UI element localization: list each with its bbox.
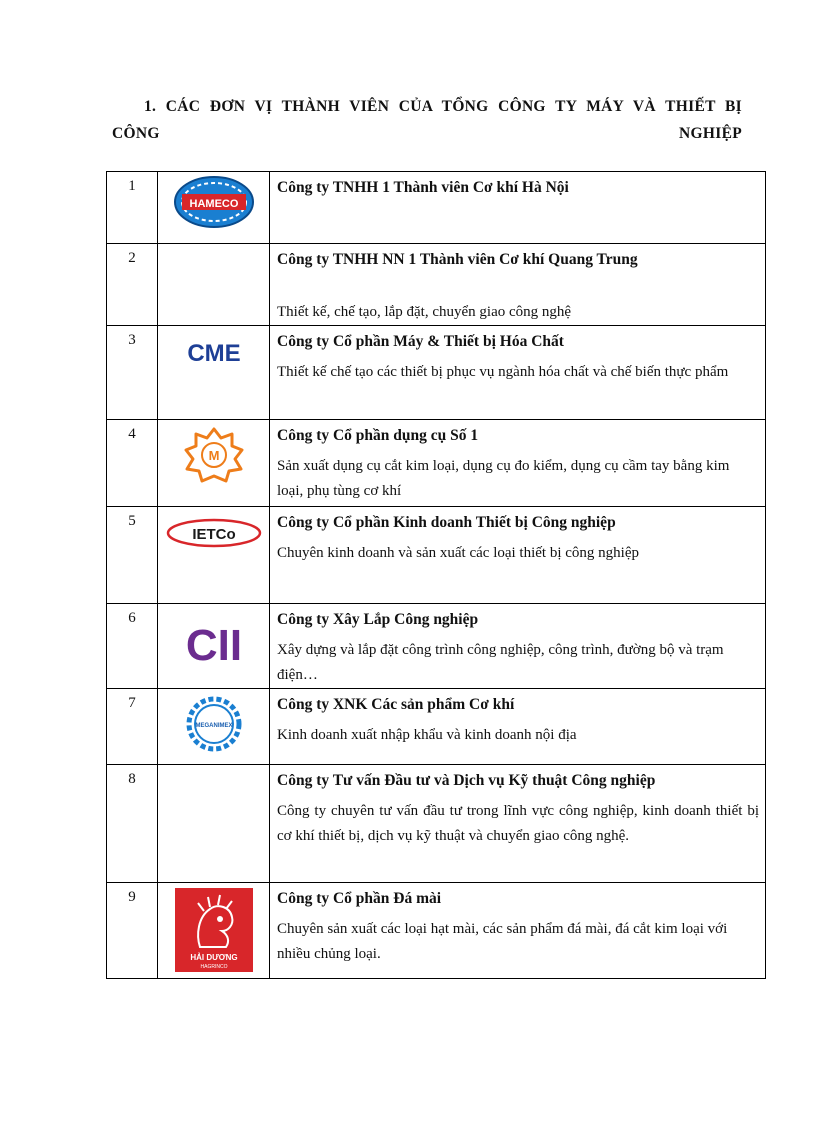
cii-logo <box>158 604 269 680</box>
hai-duong-logo-text: HẢI DƯƠNG <box>189 953 238 962</box>
company-name: Công ty Xây Lắp Công nghiệp <box>277 611 479 628</box>
table-row <box>107 244 766 326</box>
heading-line-2 <box>112 125 742 143</box>
unit-info <box>270 507 766 604</box>
hai-duong-lion-logo <box>158 883 269 977</box>
row-number: 8 <box>107 765 158 883</box>
company-description: Sản xuất dụng cụ cắt kim loại, dụng cụ đo kiểm, dụng cụ cầm tay bằng kim loại, phụ tùng cơ khí <box>277 458 730 499</box>
hai-duong-logo-subtext: HAGRINCO <box>200 964 227 970</box>
table-row <box>107 420 766 507</box>
table-row <box>107 326 766 420</box>
ietco-logo-text: IETCo <box>191 526 236 543</box>
ietco-logo <box>158 507 269 559</box>
unit-info <box>270 604 766 689</box>
row-number: 3 <box>107 326 158 420</box>
row-number: 6 <box>107 604 158 689</box>
company-description: Chuyên kinh doanh và sản xuất các loại thiết bị công nghiệp <box>277 545 639 561</box>
section-heading <box>112 98 742 143</box>
logo-cell <box>158 326 270 420</box>
table-row <box>107 507 766 604</box>
company-name: Công ty XNK Các sản phẩm Cơ khí <box>277 696 515 713</box>
gear-m-logo <box>158 420 269 490</box>
table-row <box>107 689 766 765</box>
meganimex-logo-text: MEGANIMEX <box>194 723 233 729</box>
cme-logo-text: CME <box>186 340 241 367</box>
logo-cell <box>158 507 270 604</box>
company-description: Công ty chuyên tư vấn đầu tư trong lĩnh vực công nghiệp, kinh doanh thiết bị cơ khí thiết bị, dịch vụ kỹ thuật và chuyển giao công nghệ. <box>277 803 759 844</box>
unit-info <box>270 420 766 507</box>
heading-word-left: CÔNG <box>112 125 160 142</box>
company-name: Công ty Cổ phần dụng cụ Số 1 <box>277 427 479 444</box>
unit-info <box>270 244 766 326</box>
table-row <box>107 604 766 689</box>
cii-logo-text: CII <box>185 621 242 666</box>
logo-cell <box>158 883 270 979</box>
company-description: Xây dựng và lắp đặt công trình công nghiệp, công trình, đường bộ và trạm điện… <box>277 642 724 683</box>
table-row <box>107 765 766 883</box>
logo-cell-empty <box>158 765 270 883</box>
row-number: 4 <box>107 420 158 507</box>
heading-word-right: NGHIỆP <box>679 125 742 142</box>
row-number: 2 <box>107 244 158 326</box>
company-name: Công ty Cổ phần Kinh doanh Thiết bị Công nghiệp <box>277 514 616 531</box>
row-number: 7 <box>107 689 158 765</box>
member-units-table <box>106 171 766 979</box>
hameco-logo-text: HAMECO <box>189 198 238 210</box>
company-name: Công ty Tư vấn Đầu tư và Dịch vụ Kỹ thuật Công nghiệp <box>277 772 656 789</box>
unit-info <box>270 326 766 420</box>
logo-cell <box>158 689 270 765</box>
company-name: Công ty Cổ phần Đá mài <box>277 890 442 907</box>
unit-info <box>270 765 766 883</box>
company-description: Thiết kế, chế tạo, lắp đặt, chuyển giao công nghệ <box>277 304 572 320</box>
hameco-logo <box>158 172 269 232</box>
meganimex-logo <box>158 689 269 759</box>
table-row <box>107 172 766 244</box>
company-name: Công ty TNHH 1 Thành viên Cơ khí Hà Nội <box>277 179 569 196</box>
logo-cell <box>158 604 270 689</box>
unit-info <box>270 689 766 765</box>
company-name: Công ty TNHH NN 1 Thành viên Cơ khí Quang Trung <box>277 251 638 268</box>
unit-info <box>270 172 766 244</box>
logo-cell <box>158 172 270 244</box>
company-description: Kinh doanh xuất nhập khẩu và kinh doanh nội địa <box>277 727 577 743</box>
heading-line-1: 1. CÁC ĐƠN VỊ THÀNH VIÊN CỦA TỔNG CÔNG TY MÁY VÀ THIẾT BỊ <box>144 98 742 115</box>
gear-m-logo-text: M <box>208 448 219 463</box>
unit-info <box>270 883 766 979</box>
company-name: Công ty Cổ phần Máy & Thiết bị Hóa Chất <box>277 333 564 350</box>
cme-logo <box>158 326 269 378</box>
company-description: Chuyên sản xuất các loại hạt mài, các sản phẩm đá mài, đá cắt kim loại với nhiều chủng loại. <box>277 921 728 962</box>
row-number: 9 <box>107 883 158 979</box>
company-description: Thiết kế chế tạo các thiết bị phục vụ ngành hóa chất và chế biến thực phẩm <box>277 364 729 380</box>
logo-cell <box>158 420 270 507</box>
row-number: 1 <box>107 172 158 244</box>
logo-cell-empty <box>158 244 270 326</box>
row-number: 5 <box>107 507 158 604</box>
table-row <box>107 883 766 979</box>
